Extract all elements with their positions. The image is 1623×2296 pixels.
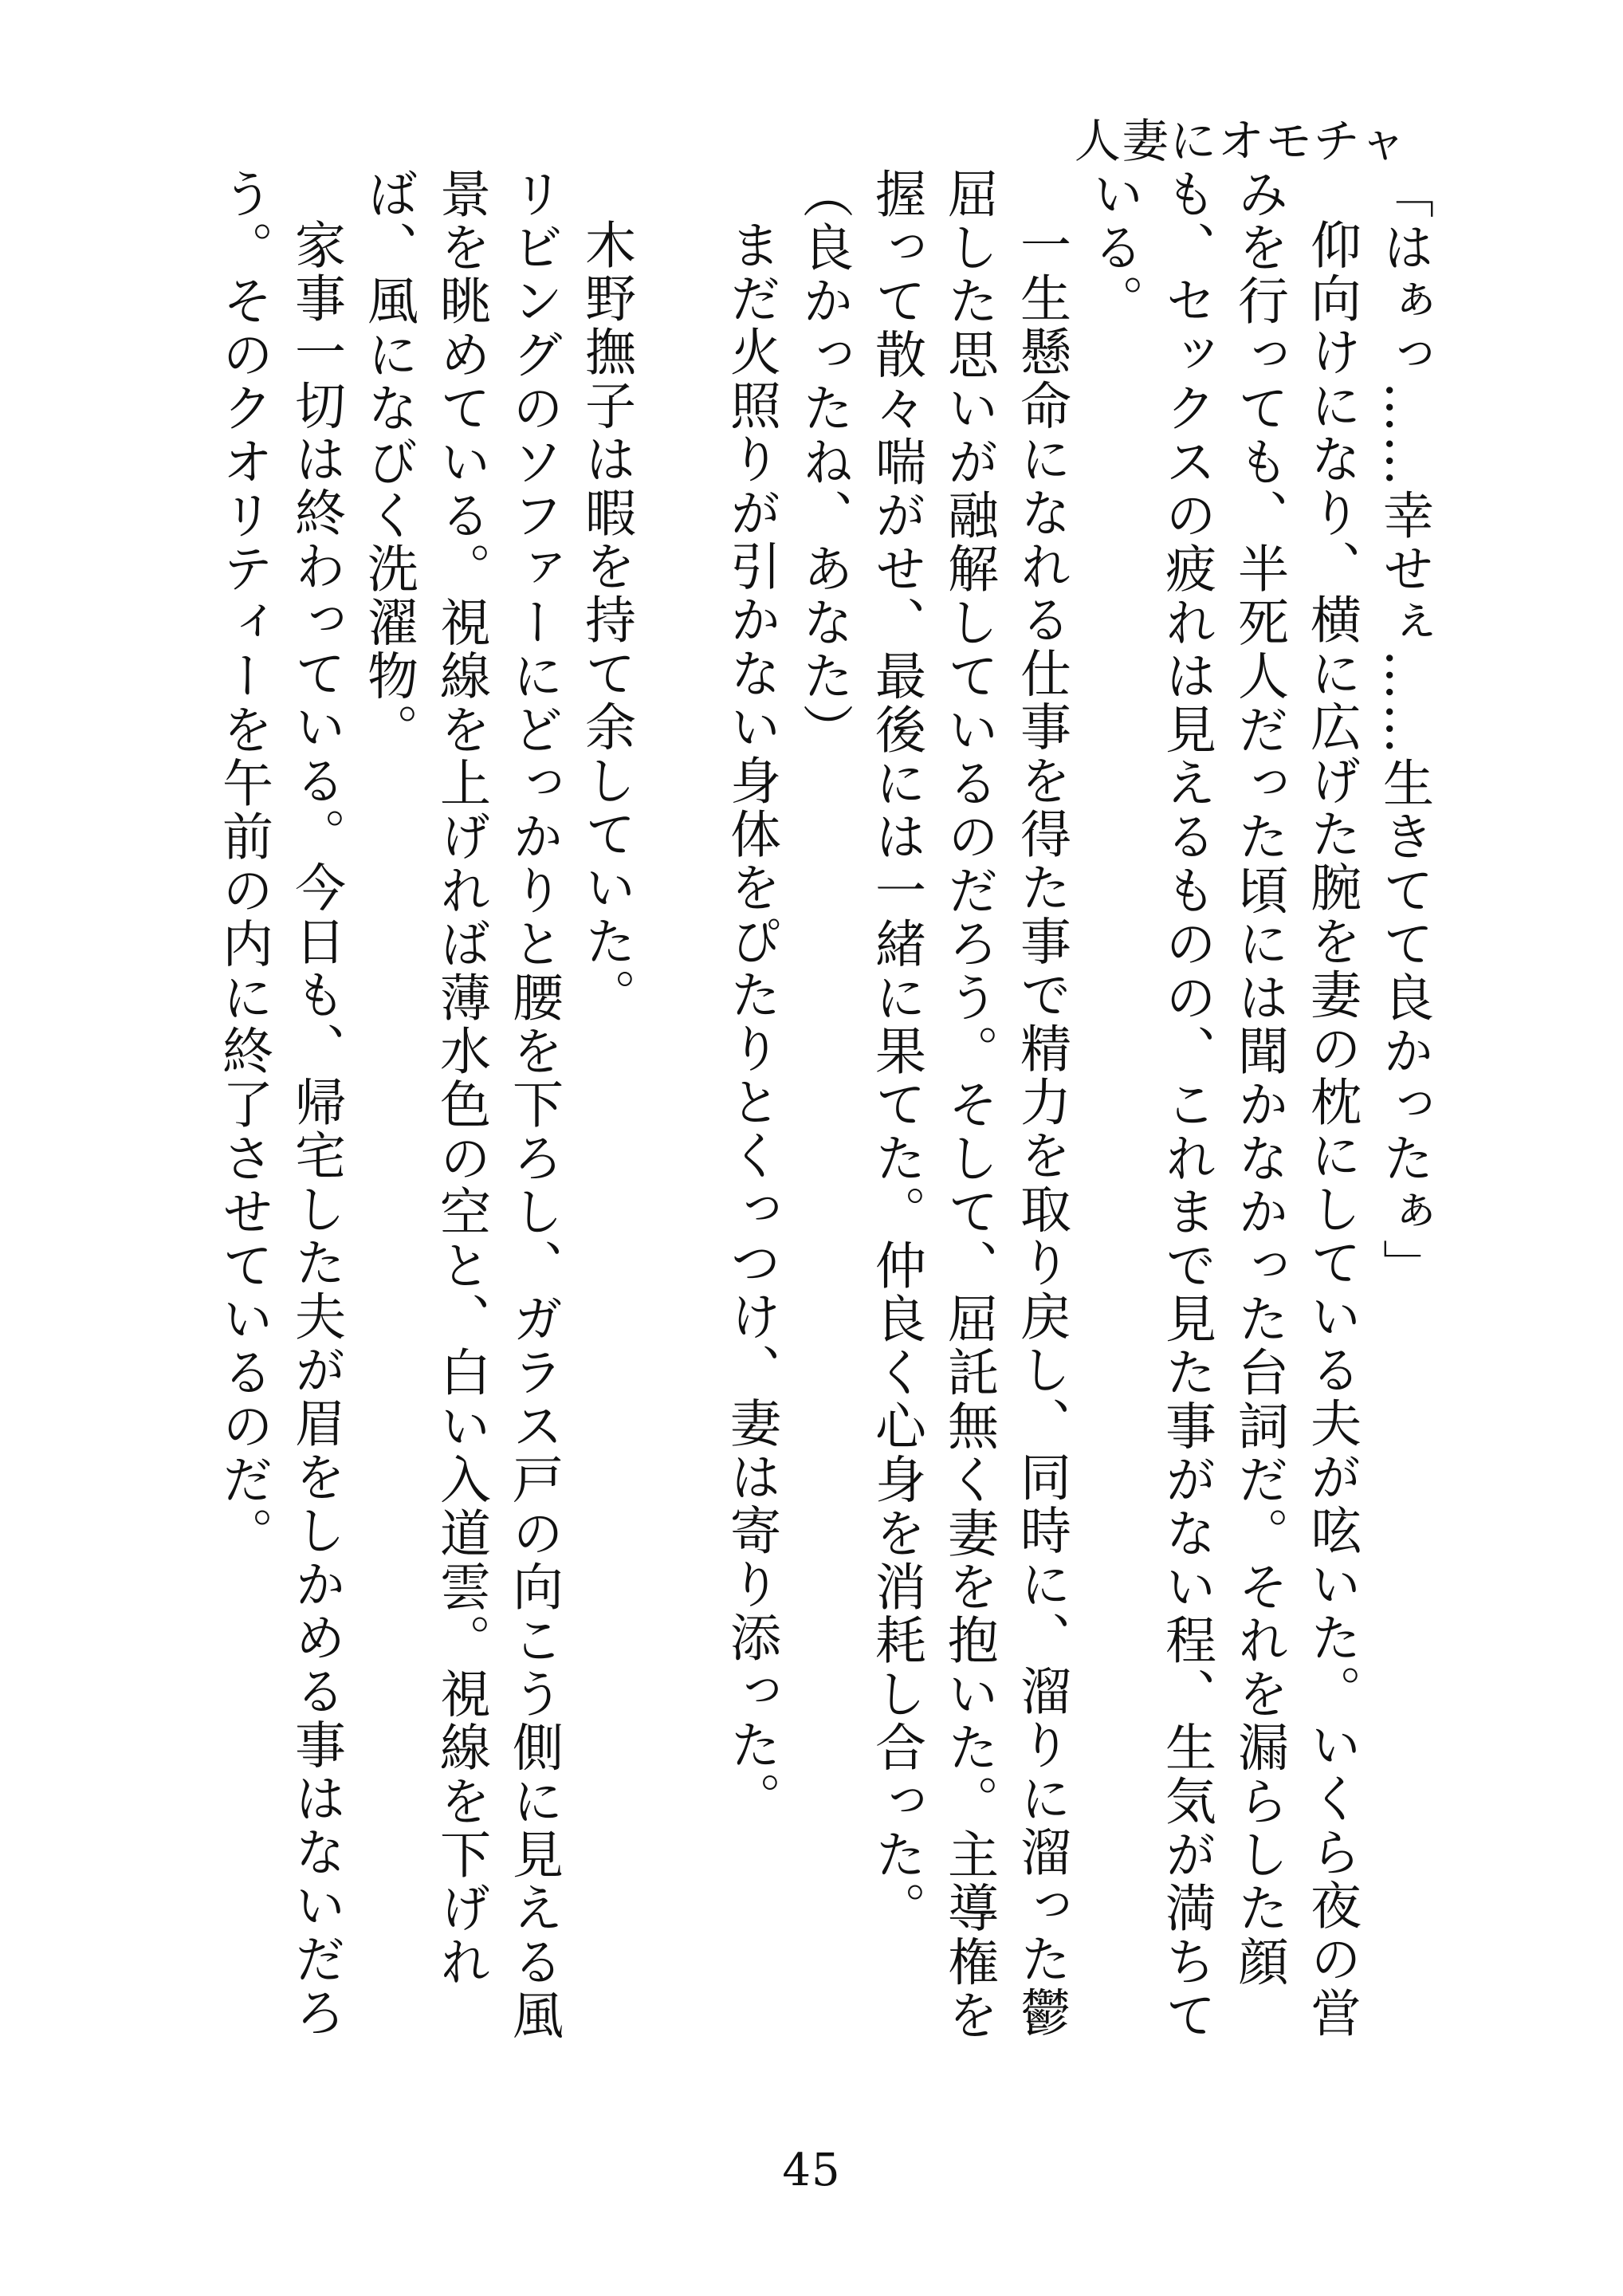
- running-header: 人妻にオモチャ: [1074, 114, 1408, 168]
- paragraph: 一生懸命になれる仕事を得た事で精力を取り戻し、同時に、溜りに溜った鬱屈した思いが融解しているのだろう。そして、屈託無く妻を抱いた。主導権を握って散々喘がせ、最後には一緒に果てた。仲良く心身を消耗し合った。: [867, 167, 1071, 2042]
- paragraph: 家事一切は終わっている。今日も、帰宅した夫が眉をしかめる事はないだろう。そのクオリティーを午前の内に終了させているのだ。: [214, 167, 345, 2040]
- paragraph: 仰向けになり、横に広げた腕を妻の枕にしている夫が呟いた。いくら夜の営みを行っても、半死人だった頃には聞かなかった台詞だ。それを漏らした顔も、セックスの疲れは見えるものの、これまで見た事がない程、生気が満ちている。: [1084, 167, 1361, 2042]
- body-text: [196, 167, 1440, 2089]
- paragraph: まだ火照りが引かない身体をぴたりとくっつけ、妻は寄り添った。: [721, 218, 780, 1826]
- dialogue-line: 「はぁっ……幸せぇ……生きてて良かったぁ」: [1374, 167, 1433, 1293]
- thought-line: （良かったね、あなた）: [794, 167, 853, 757]
- paragraph: リビングのソファーにどっかりと腰を下ろし、ガラス戸の向こう側に見える風景を眺めている。視線を上げれば薄水色の空と、白い入道雲。視線を下げれば、風になびく洗濯物。: [359, 167, 563, 2042]
- paragraph: 木野撫子は暇を持て余していた。: [576, 218, 635, 1023]
- page-number: 45: [782, 2145, 841, 2196]
- section-break: [642, 167, 714, 2089]
